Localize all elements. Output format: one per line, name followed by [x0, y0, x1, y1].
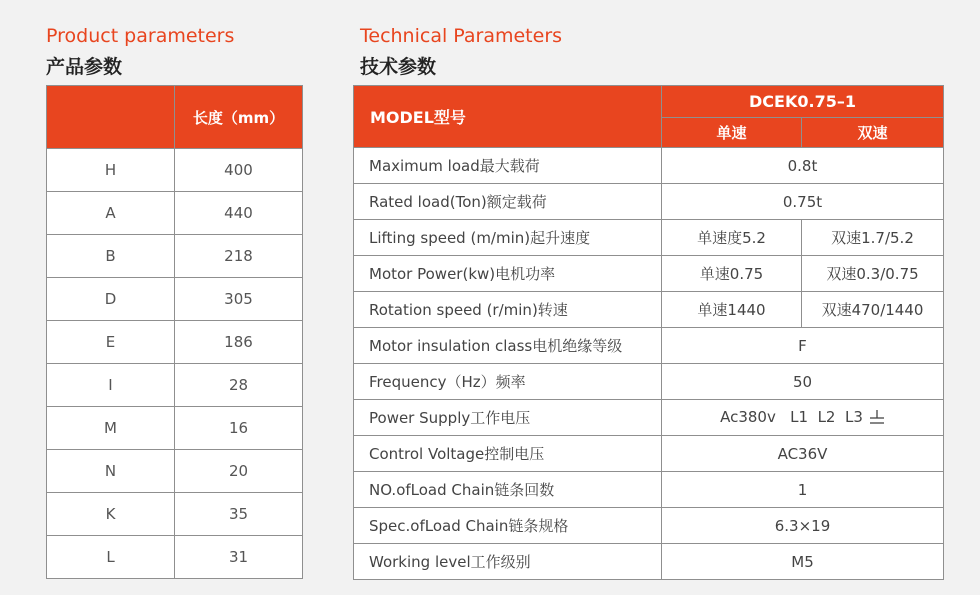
param-label: Frequency（Hz）频率 — [354, 364, 662, 400]
param-value: M5 — [662, 544, 944, 580]
table-row — [354, 400, 944, 436]
length-cell: 31 — [175, 536, 303, 579]
length-cell: 35 — [175, 493, 303, 536]
param-label: NO.ofLoad Chain链条回数 — [354, 472, 662, 508]
param-label: Lifting speed (m/min)起升速度 — [354, 220, 662, 256]
technical-title-en: Technical Parameters — [360, 25, 563, 47]
table-row — [47, 235, 303, 278]
length-cell: 28 — [175, 364, 303, 407]
model-label: MODEL型号 — [354, 86, 662, 148]
dimension-cell: N — [47, 450, 175, 493]
technical-parameters-table — [353, 85, 944, 580]
power-supply-cell — [662, 400, 944, 436]
param-value: F — [662, 328, 944, 364]
param-value: 0.8t — [662, 148, 944, 184]
length-cell: 20 — [175, 450, 303, 493]
dimension-cell: E — [47, 321, 175, 364]
table-row — [47, 536, 303, 579]
table-row — [354, 436, 944, 472]
table-row — [47, 407, 303, 450]
param-label: Power Supply工作电压 — [354, 400, 662, 436]
param-value: 50 — [662, 364, 944, 400]
table-row — [354, 220, 944, 256]
param-value: Ac380v L1 L2 L3 — [720, 407, 863, 426]
dimension-cell: M — [47, 407, 175, 450]
product-header-length: 长度（mm） — [175, 86, 303, 149]
length-cell: 16 — [175, 407, 303, 450]
dual-speed-value: 双速470/1440 — [802, 292, 944, 328]
single-speed-value: 单速0.75 — [662, 256, 802, 292]
length-cell: 400 — [175, 149, 303, 192]
table-row — [354, 472, 944, 508]
technical-title-cn: 技术参数 — [360, 56, 437, 78]
table-row — [354, 328, 944, 364]
param-label: Motor Power(kw)电机功率 — [354, 256, 662, 292]
table-row — [354, 184, 944, 220]
table-row — [47, 493, 303, 536]
dimension-cell: K — [47, 493, 175, 536]
single-speed-header: 单速 — [662, 118, 802, 148]
param-label: Spec.ofLoad Chain链条规格 — [354, 508, 662, 544]
dimension-cell: I — [47, 364, 175, 407]
param-label: Motor insulation class电机绝缘等级 — [354, 328, 662, 364]
param-value: 0.75t — [662, 184, 944, 220]
model-value: DCEK0.75–1 — [662, 86, 944, 118]
table-row — [47, 278, 303, 321]
dual-speed-value: 双速0.3/0.75 — [802, 256, 944, 292]
param-label: Rated load(Ton)额定载荷 — [354, 184, 662, 220]
param-label: Control Voltage控制电压 — [354, 436, 662, 472]
table-row — [354, 148, 944, 184]
table-row — [47, 364, 303, 407]
dual-speed-value: 双速1.7/5.2 — [802, 220, 944, 256]
param-value: 1 — [662, 472, 944, 508]
length-cell: 305 — [175, 278, 303, 321]
param-value: AC36V — [662, 436, 944, 472]
table-row — [354, 544, 944, 580]
table-row — [354, 508, 944, 544]
single-speed-value: 单速1440 — [662, 292, 802, 328]
length-cell: 186 — [175, 321, 303, 364]
dimension-cell: A — [47, 192, 175, 235]
dual-speed-header: 双速 — [802, 118, 944, 148]
dimension-cell: H — [47, 149, 175, 192]
table-row — [354, 256, 944, 292]
length-cell: 440 — [175, 192, 303, 235]
param-label: Maximum load最大载荷 — [354, 148, 662, 184]
product-title-en: Product parameters — [46, 25, 235, 47]
table-row — [354, 292, 944, 328]
table-row — [47, 149, 303, 192]
dimension-cell: B — [47, 235, 175, 278]
param-label: Rotation speed (r/min)转速 — [354, 292, 662, 328]
product-table-header — [47, 86, 303, 149]
dimension-cell: L — [47, 536, 175, 579]
single-speed-value: 单速度5.2 — [662, 220, 802, 256]
table-row — [47, 192, 303, 235]
product-parameters-table — [46, 85, 303, 579]
table-row — [47, 450, 303, 493]
tech-table-header — [354, 86, 944, 118]
product-title-cn: 产品参数 — [46, 56, 123, 78]
ground-icon — [869, 410, 885, 428]
product-header-dimension — [47, 86, 175, 149]
param-value: 6.3×19 — [662, 508, 944, 544]
table-row — [47, 321, 303, 364]
dimension-cell: D — [47, 278, 175, 321]
length-cell: 218 — [175, 235, 303, 278]
table-row — [354, 364, 944, 400]
param-label: Working level工作级别 — [354, 544, 662, 580]
